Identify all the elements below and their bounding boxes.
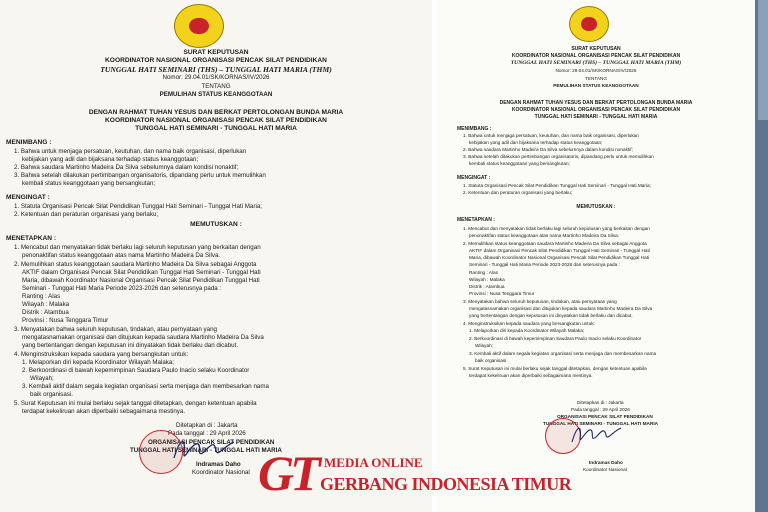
menetapkan-item: yang bertentangan dengan keputusan ini dinyatakan tidak berlaku dan dicabut. — [22, 342, 239, 349]
signatory-name: Indramas Daho — [196, 461, 241, 468]
menetapkan-item: mengatasnamakan organisasi dan ditujukan kepada saudara Martinho Madeira Da Silva — [22, 334, 264, 341]
mengingat-item: 2. Ketentuan dan peraturan organisasi yang berlaku; — [463, 190, 573, 195]
menetapkan-item: Maria, dibawah Koordinator Nasional Organisasi Pencak Silat Pendidikan Tunggal Hati — [22, 277, 260, 284]
menetapkan-item: 2. Memulihkan status keanggotaan saudara Martinho Madeira Da Silva sebagai Anggota — [463, 241, 647, 246]
menetapkan-item: penonaktifan status keanggotaan atas nama Martinho Madeira Da Silva. — [22, 252, 221, 259]
menetapkan-field: Ranting : Alas — [469, 270, 498, 275]
memutuskan-heading: MEMUTUSKAN : — [190, 221, 242, 228]
doc-tentang: TENTANG — [201, 83, 231, 90]
closing-org: TUNGGAL HATI SEMINARI - TUNGGAL HATI MARIA — [130, 447, 282, 454]
doc-koordinator: KOORDINATOR NASIONAL ORGANISASI PENCAK SILAT PENDIDIKAN — [105, 57, 327, 64]
menetapkan-subitem: Wilayah; — [30, 375, 54, 382]
doc-subject: PEMULIHAN STATUS KEANGGOTAAN — [159, 91, 273, 98]
menetapkan-subitem: 1. Melaporkan diri kepada Koordinator Wilayah Malaka; — [469, 328, 585, 333]
organization-logo — [569, 6, 609, 42]
mengingat-heading: MENGINGAT : — [457, 175, 491, 181]
pada-tanggal: Pada tanggal : 29 April 2026 — [571, 407, 630, 412]
menetapkan-field: Provinsi : Nusa Tenggara Timur — [22, 317, 109, 324]
menetapkan-item: AKTIF dalam Organisasi Pencak Silat Pendidikan Tunggal Hati Seminari - Tunggal Hati — [22, 269, 261, 276]
closing-org: TUNGGAL HATI SEMINARI - TUNGGAL HATI MARIA — [543, 421, 659, 426]
menetapkan-heading: MENETAPKAN : — [457, 217, 495, 223]
menetapkan-item: 3. Menyatakan bahwa seluruh keputusan, tindakan, atau pernyataan yang — [14, 326, 217, 333]
menimbang-item: 2. Bahwa saudara Martinho Madeira Da Silva sebelumnya dalam kondisi nonaktif; — [14, 164, 239, 171]
menetapkan-item: 4. Menginstruksikan kepada saudara yang bersangkutan untuk: — [14, 351, 189, 358]
menetapkan-heading: MENETAPKAN : — [6, 235, 57, 242]
doc-sk-title: SURAT KEPUTUSAN — [571, 46, 621, 52]
doc-org-name: TUNGGAL HATI SEMINARI (THS) – TUNGGAL HATI MARIA (THM) — [510, 60, 682, 66]
menetapkan-item: 5. Surat Keputusan ini mulai berlaku sejak tanggal ditetapkan, dengan ketentuan apabila — [463, 366, 647, 371]
menimbang-item: kebijakan yang adil dan bijaksana terhadap status keanggotaan; — [469, 140, 603, 145]
closing-org: ORGANISASI PENCAK SILAT PENDIDIKAN — [557, 414, 653, 419]
menetapkan-field: Wilayah : Malaka — [22, 301, 70, 308]
menetapkan-field: Distrik : Atambua — [469, 284, 505, 289]
doc-koordinator: KOORDINATOR NASIONAL ORGANISASI PENCAK SILAT PENDIDIKAN — [511, 53, 681, 59]
doc-subject: PEMULIHAN STATUS KEANGGOTAAN — [553, 83, 639, 88]
menetapkan-subitem: 1. Melaporkan diri kepada Koordinator Wilayah Malaka; — [22, 359, 175, 366]
watermark-logo: GT — [258, 445, 317, 501]
doc-sk-title: SURAT KEPUTUSAN — [183, 49, 249, 56]
menimbang-item: kembali status keanggotaan yang bersangkutan; — [22, 180, 156, 187]
menetapkan-subitem: 2. Berkoordinasi di bawah kepemimpinan Saudara Paulo Inacio selaku Koordinator — [22, 367, 250, 374]
document-right — [437, 0, 755, 512]
menetapkan-subitem: baik organisasi. — [475, 358, 508, 363]
media-watermark — [258, 444, 572, 510]
preamble-line: TUNGGAL HATI SEMINARI - TUNGGAL HATI MARIA — [534, 114, 658, 120]
mengingat-item: 1. Statuta Organisasi Pencak Silat Pendidikan Tunggal Hati Seminari - Tunggal Hati Maria; — [463, 183, 651, 188]
menetapkan-subitem: 2. Berkoordinasi di bawah kepemimpinan Saudara Paulo Inacio selaku Koordinator — [469, 336, 642, 341]
mengingat-item: 1. Statuta Organisasi Pencak Silat Pendidikan Tunggal Hati Seminari - Tunggal Hati Maria; — [14, 203, 262, 210]
preamble-line: KOORDINATOR NASIONAL ORGANISASI PENCAK SILAT PENDIDIKAN — [105, 117, 327, 124]
menetapkan-item: 1. Mencabut dan menyatakan tidak berlaku lagi seluruh keputusan yang berkaitan dengan — [463, 226, 650, 231]
menetapkan-field: Distrik : Atambua — [22, 309, 69, 316]
menimbang-heading: MENIMBANG : — [457, 126, 492, 132]
menetapkan-field: Provinsi : Nusa Tenggara Timur — [469, 291, 535, 296]
menetapkan-item: Seminari - Tunggal Hati Maria Periode 2023-2026 dan seterusnya pada : — [469, 262, 620, 267]
signatory-role: Koordinator Nasional — [192, 469, 250, 476]
closing-org: ORGANISASI PENCAK SILAT PENDIDIKAN — [148, 439, 275, 446]
doc-nomor: Nomor: 29.04.01/SK/KORNAS/IV/2026 — [162, 74, 270, 81]
menetapkan-item: Maria, dibawah Koordinator Nasional Organisasi Pencak Silat Pendidikan Tunggal Hati — [469, 255, 650, 260]
adjacent-photo-edge — [758, 0, 768, 120]
menetapkan-item: yang bertentangan dengan keputusan ini dinyatakan tidak berlaku dan dicabut. — [469, 313, 633, 318]
preamble-line: KOORDINATOR NASIONAL ORGANISASI PENCAK SILAT PENDIDIKAN — [511, 107, 681, 113]
menetapkan-item: 5. Surat Keputusan ini mulai berlaku sejak tanggal ditetapkan, dengan ketentuan apabila — [14, 400, 257, 407]
menimbang-item: 2. Bahwa saudara Martinho Madeira Da Silva sebelumnya dalam kondisi nonaktif; — [463, 147, 633, 152]
menetapkan-item: 2. Memulihkan status keanggotaan saudara Martinho Madeira Da Silva sebagai Anggota — [14, 261, 257, 268]
menetapkan-item: AKTIF dalam Organisasi Pencak Silat Pendidikan Tunggal Hati Seminari - Tunggal Hati — [469, 248, 650, 253]
watermark-line1: MEDIA ONLINE — [324, 455, 423, 470]
menetapkan-item: 4. Menginstruksikan kepada saudara yang bersangkutan untuk: — [463, 321, 595, 326]
menimbang-item: 3. Bahwa setelah dilakukan pertimbangan organisatoris, dipandang perlu untuk memulihkan — [14, 172, 266, 179]
ditetapkan-di: Ditetapkan di : Jakarta — [176, 422, 238, 429]
doc-nomor: Nomor: 29.04.01/SK/KORNAS/IV/2026 — [555, 68, 637, 73]
doc-org-name: TUNGGAL HATI SEMINARI (THS) – TUNGGAL HATI MARIA (THM) — [100, 65, 332, 74]
menimbang-item: 3. Bahwa setelah dilakukan pertimbangan organisatoris, dipandang perlu untuk memulihkan — [463, 154, 654, 159]
menetapkan-field: Wilayah : Malaka — [469, 277, 505, 282]
menetapkan-subitem: baik organisasi. — [30, 391, 73, 398]
menetapkan-item: terdapat kekeliruan akan diperbaiki sebagaimana mestinya. — [22, 408, 186, 415]
menetapkan-subitem: 3. Kembali aktif dalam segala kegiatan organisasi serta menjaga dan membesarkan nama — [22, 383, 269, 390]
menetapkan-item: 1. Mencabut dan menyatakan tidak berlaku lagi seluruh keputusan yang berkaitan dengan — [14, 244, 261, 251]
mengingat-heading: MENGINGAT : — [6, 194, 50, 201]
menetapkan-subitem: Wilayah; — [475, 343, 493, 348]
mengingat-item: 2. Ketentuan dan peraturan organisasi yang berlaku; — [14, 211, 159, 218]
menimbang-item: kebijakan yang adil dan bijaksana terhadap status keanggotaan; — [22, 156, 199, 163]
menetapkan-field: Ranting : Alas — [22, 293, 61, 300]
preamble-line: DENGAN RAHMAT TUHAN YESUS DAN BERKAT PERTOLONGAN BUNDA MARIA — [88, 109, 344, 116]
menetapkan-item: mengatasnamakan organisasi dan ditujukan kepada saudara Martinho Madeira Da Silva — [469, 306, 653, 311]
menimbang-heading: MENIMBANG : — [6, 139, 52, 146]
menetapkan-item: Seminari - Tunggal Hati Maria Periode 2023-2026 dan seterusnya pada : — [22, 285, 222, 292]
doc-tentang: TENTANG — [584, 76, 608, 81]
watermark-line2: GERBANG INDONESIA TIMUR — [320, 474, 572, 494]
pada-tanggal: Pada tanggal : 29 April 2026 — [168, 430, 246, 437]
menetapkan-item: 3. Menyatakan bahwa seluruh keputusan, tindakan, atau pernyataan yang — [463, 299, 617, 304]
ditetapkan-di: Ditetapkan di : Jakarta — [577, 400, 624, 405]
menimbang-item: kembali status keanggotaan yang bersangkutan; — [469, 161, 570, 166]
signatory-role: Koordinator Nasional — [583, 467, 627, 472]
signatory-name: Indramas Daho — [589, 460, 623, 465]
memutuskan-heading: MEMUTUSKAN : — [576, 204, 616, 210]
menimbang-item: 1. Bahwa untuk menjaga persatuan, keutuhan, dan nama baik organisasi, diperlukan — [463, 133, 639, 138]
menimbang-item: 1. Bahwa untuk menjaga persatuan, keutuhan, dan nama baik organisasi, diperlukan — [14, 148, 247, 155]
preamble-line: DENGAN RAHMAT TUHAN YESUS DAN BERKAT PERTOLONGAN BUNDA MARIA — [499, 100, 693, 106]
menetapkan-subitem: 3. Kembali aktif dalam segala kegiatan organisasi serta menjaga dan membesarkan nama — [469, 351, 657, 356]
menetapkan-item: terdapat kekeliruan akan diperbaiki sebagaimana mestinya. — [469, 373, 593, 378]
preamble-line: TUNGGAL HATI SEMINARI - TUNGGAL HATI MARIA — [135, 125, 297, 132]
organization-logo — [174, 4, 224, 48]
signature — [569, 420, 625, 448]
menetapkan-item: penonaktifan status keanggotaan atas nama Martinho Madeira Da Silva. — [469, 233, 620, 238]
